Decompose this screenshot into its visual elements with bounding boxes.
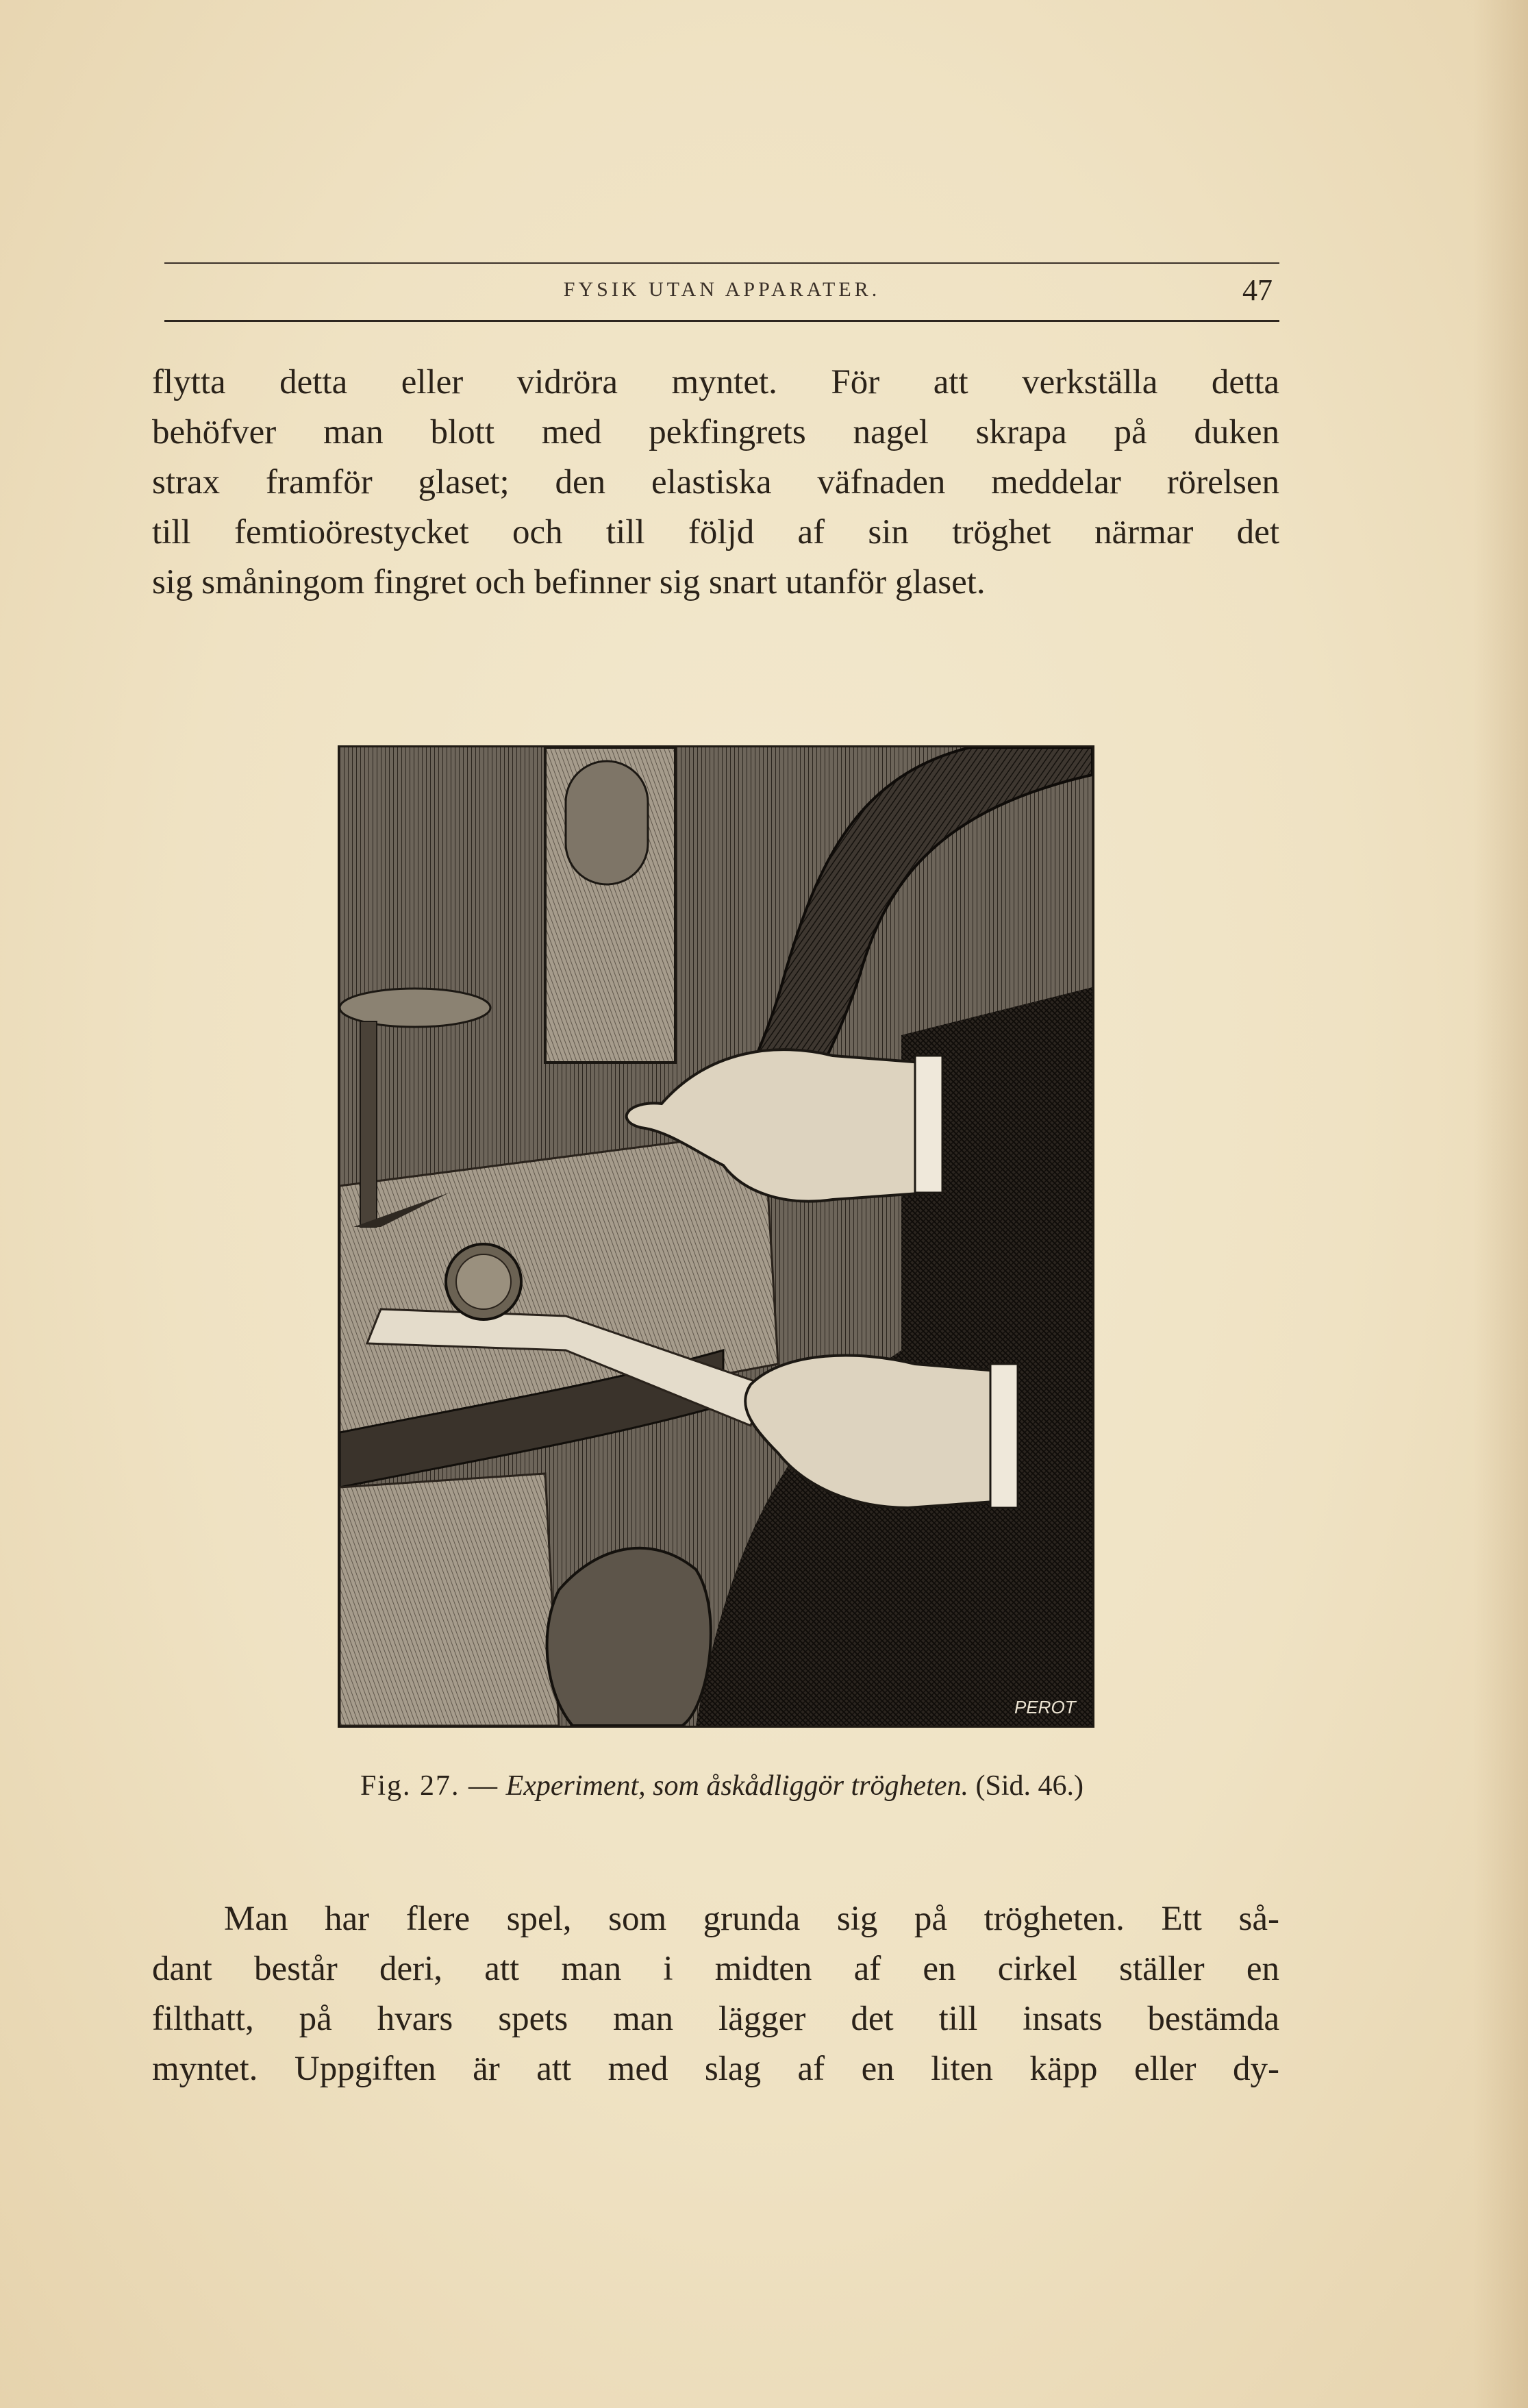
figure-caption	[164, 1770, 1279, 1802]
paragraph-line: strax framför glaset; den elastiska väfnaden meddelar rörelsen	[152, 463, 1279, 501]
running-head	[164, 273, 1279, 314]
paragraph-line: flytta detta eller vidröra myntet. För att verkställa detta	[152, 363, 1279, 401]
paragraph-2	[152, 1894, 1279, 2094]
artist-signature: PEROT	[1014, 1697, 1076, 1717]
page-number: 47	[1242, 273, 1273, 307]
paragraph-line: sig småningom fingret och befinner sig snart utanför glaset.	[152, 563, 986, 601]
paragraph-line: behöfver man blott med pekfingrets nagel skrapa på duken	[152, 413, 1279, 451]
paragraph-line: filthatt, på hvars spets man lägger det till insats bestämda	[152, 2000, 1279, 2038]
running-title: FYSIK UTAN APPARATER.	[563, 278, 881, 301]
figure-engraving	[338, 745, 1094, 1728]
paragraph-1	[152, 358, 1279, 608]
paragraph-line: dant består deri, att man i midten af en cirkel ställer en	[152, 1950, 1279, 1988]
header-rule-top	[164, 262, 1279, 264]
engraving-illustration	[340, 747, 1092, 1726]
caption-reference: (Sid. 46.)	[975, 1770, 1084, 1802]
paragraph-line: till femtioörestycket och till följd af sin tröghet närmar det	[152, 513, 1279, 551]
page-edge-shade	[1473, 0, 1528, 2408]
header-rule-bottom	[164, 320, 1279, 322]
caption-title: Experiment, som åskådliggör trögheten.	[505, 1770, 968, 1802]
paragraph-line: myntet. Uppgiften är att med slag af en liten käpp eller dy-	[152, 2050, 1279, 2088]
paragraph-line: Man har flere spel, som grunda sig på trögheten. Ett så-	[224, 1900, 1279, 1938]
caption-label: Fig. 27. —	[360, 1770, 499, 1802]
